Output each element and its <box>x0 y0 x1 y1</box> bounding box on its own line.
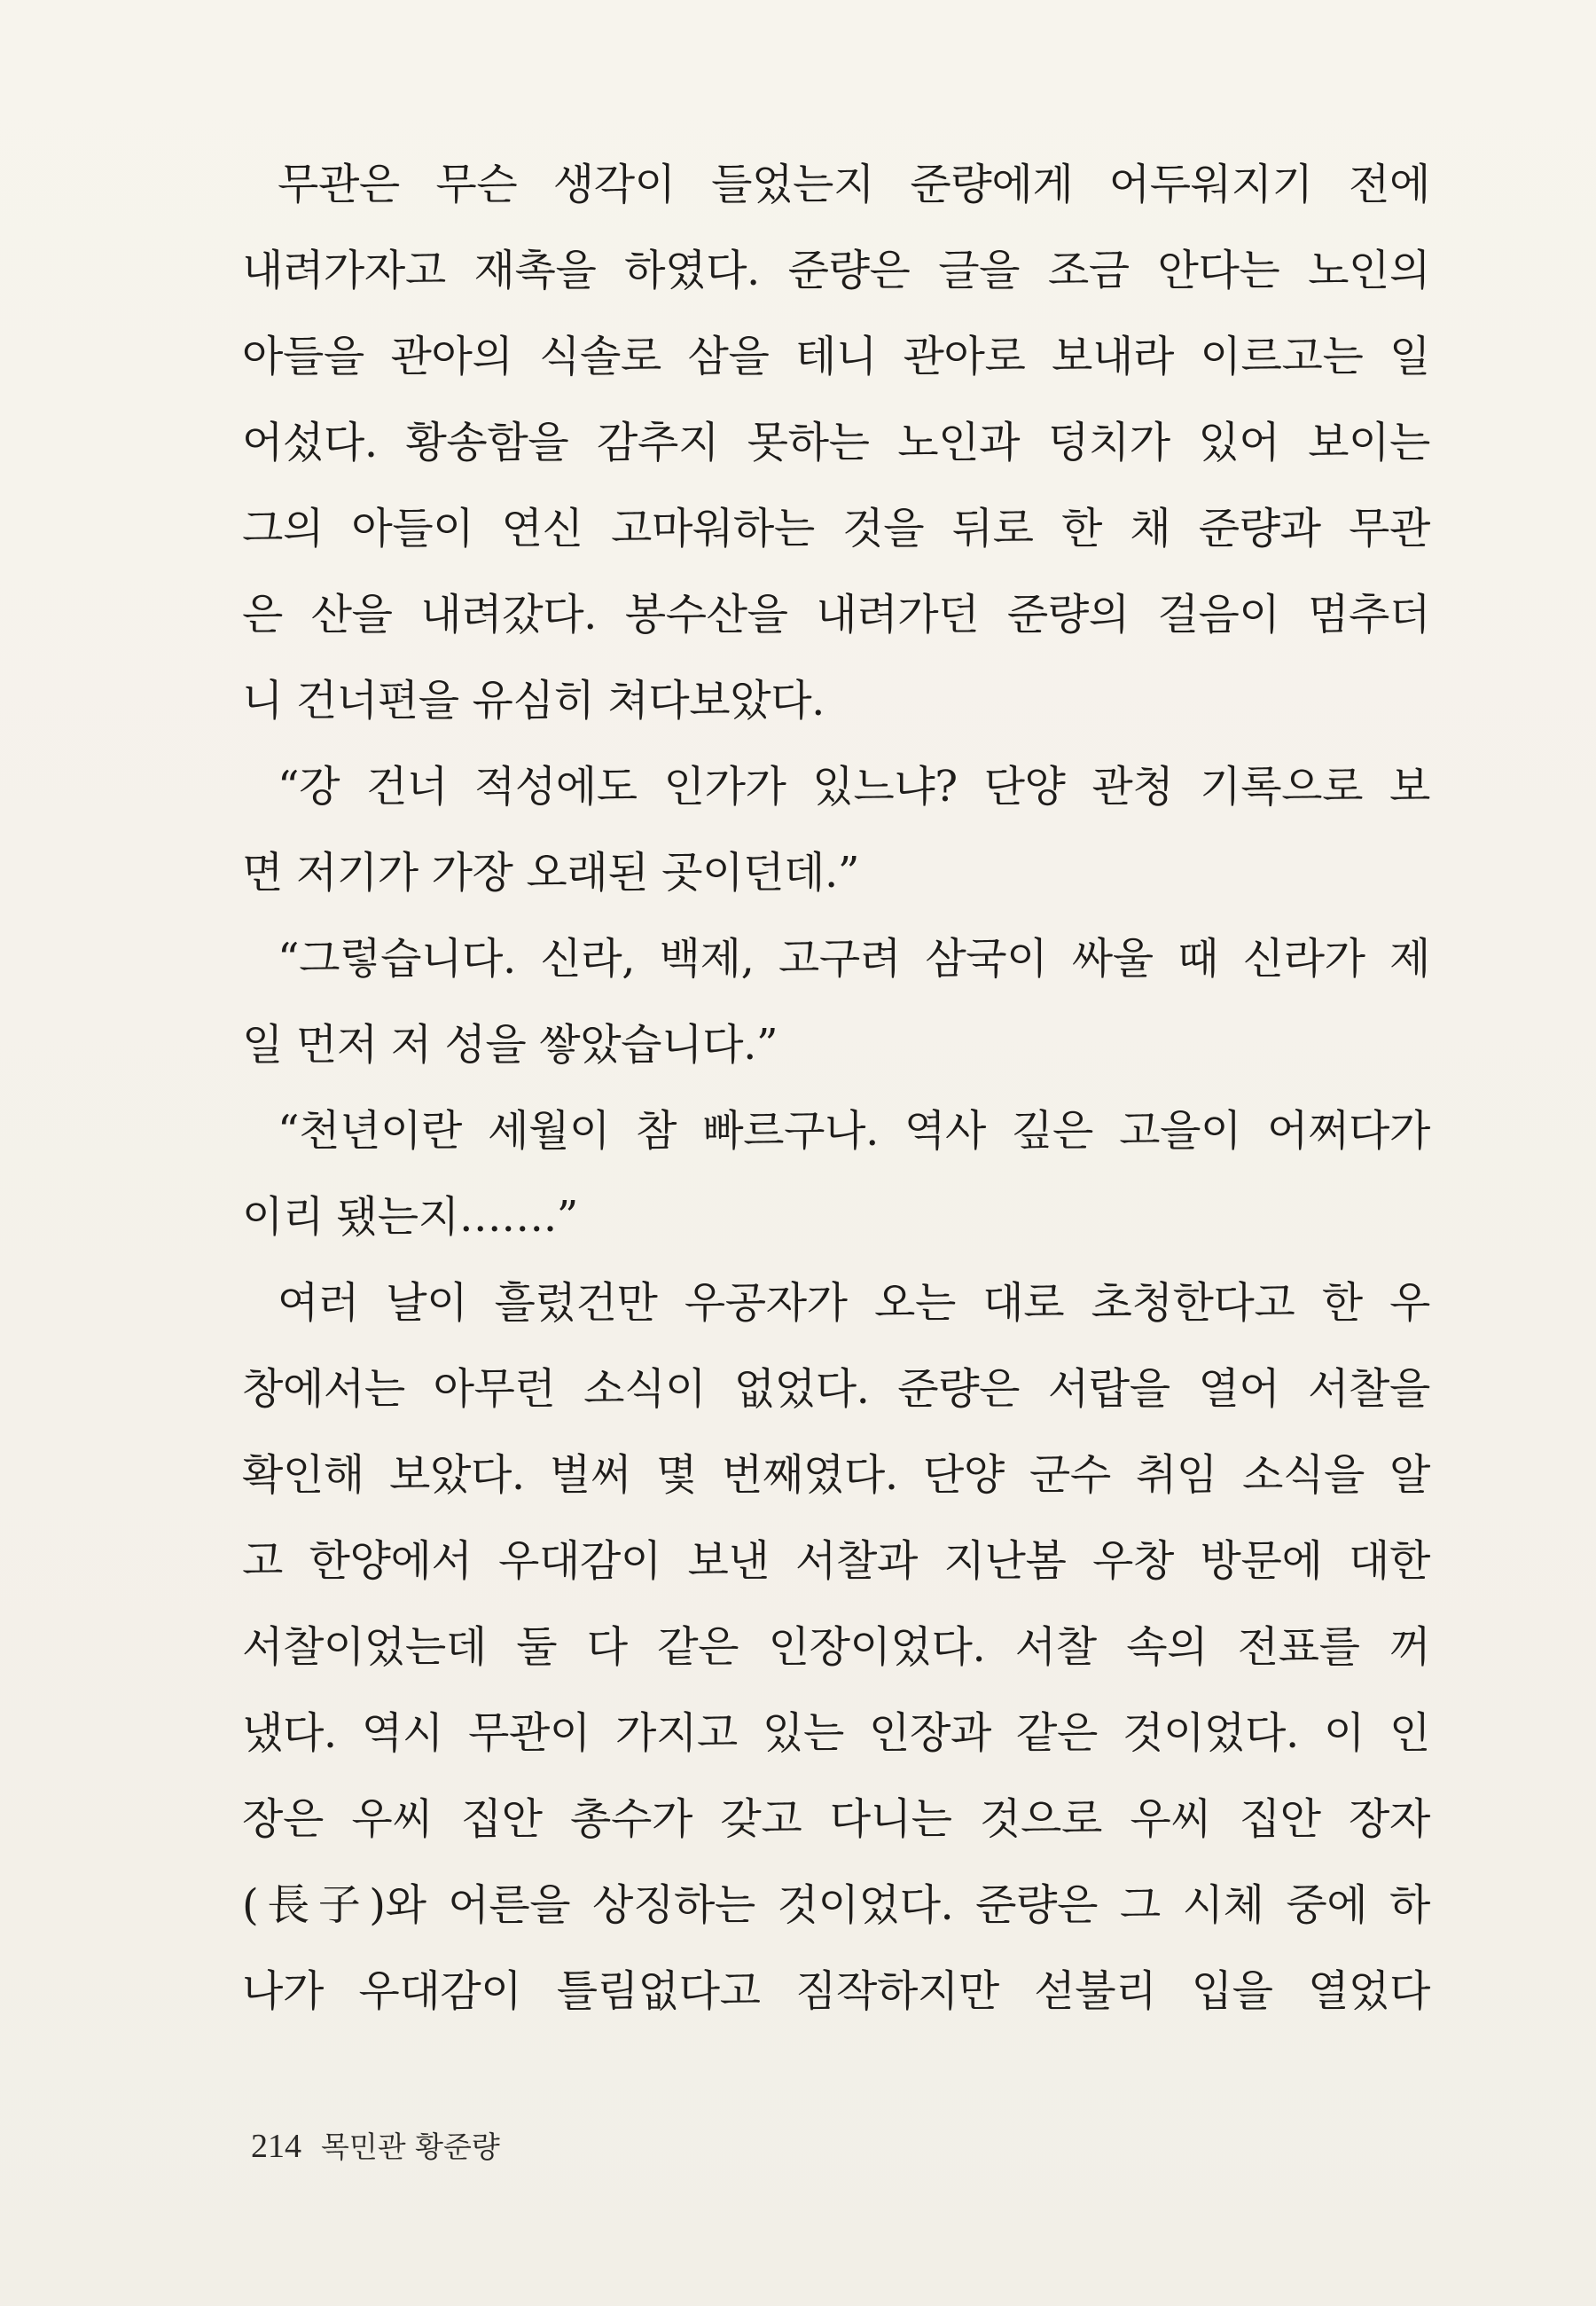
text-line: 냈다. 역시 무관이 가지고 있는 인장과 같은 것이었다. 이 인 <box>242 1708 1430 1758</box>
text-line: 어섰다. 황송함을 감추지 못하는 노인과 덩치가 있어 보이는 <box>242 418 1430 467</box>
text-line: 은 산을 내려갔다. 봉수산을 내려가던 준량의 걸음이 멈추더 <box>242 590 1430 639</box>
text-line: 내려가자고 재촉을 하였다. 준량은 글을 조금 안다는 노인의 <box>242 246 1430 295</box>
text-line: 무관은 무슨 생각이 들었는지 준량에게 어두워지기 전에 <box>278 160 1430 209</box>
text-line: 고 한양에서 우대감이 보낸 서찰과 지난봄 우창 방문에 대한 <box>242 1536 1430 1586</box>
text-line: 확인해 보았다. 벌써 몇 번째였다. 단양 군수 취임 소식을 알 <box>242 1450 1430 1500</box>
text-line: 여러 날이 흘렀건만 우공자가 오는 대로 초청한다고 한 우 <box>278 1278 1430 1328</box>
page-footer <box>251 2124 500 2166</box>
text-line: 아들을 관아의 식솔로 삼을 테니 관아로 보내라 이르고는 일 <box>242 332 1430 381</box>
dialogue-line: “그렇습니다. 신라, 백제, 고구려 삼국이 싸울 때 신라가 제 <box>278 934 1430 984</box>
text-line: (長子)와 어른을 상징하는 것이었다. 준량은 그 시체 중에 하 <box>242 1880 1430 1930</box>
text-line: 서찰이었는데 둘 다 같은 인장이었다. 서찰 속의 전표를 꺼 <box>242 1622 1430 1672</box>
dialogue-line: “강 건너 적성에도 인가가 있느냐? 단양 관청 기록으로 보 <box>278 762 1430 812</box>
page-number: 214 <box>251 2128 301 2165</box>
text-line: 나가 우대감이 틀림없다고 짐작하지만 섣불리 입을 열었다 <box>242 1966 1430 2016</box>
dialogue-line: “천년이란 세월이 참 빠르구나. 역사 깊은 고을이 어쩌다가 <box>278 1106 1430 1156</box>
text-line: 그의 아들이 연신 고마워하는 것을 뒤로 한 채 준량과 무관 <box>242 504 1430 553</box>
dialogue-line: 면 저기가 가장 오래된 곳이던데.” <box>242 848 860 898</box>
body-text <box>242 142 1430 2035</box>
dialogue-line: 이리 됐는지…….” <box>242 1192 578 1242</box>
text-line: 창에서는 아무런 소식이 없었다. 준량은 서랍을 열어 서찰을 <box>242 1364 1430 1414</box>
text-line: 장은 우씨 집안 총수가 갖고 다니는 것으로 우씨 집안 장자 <box>242 1794 1430 1844</box>
running-title: 목민관 황준량 <box>321 2130 500 2164</box>
dialogue-line: 일 먼저 저 성을 쌓았습니다.” <box>242 1020 778 1070</box>
text-line: 니 건너편을 유심히 쳐다보았다. <box>242 676 825 726</box>
